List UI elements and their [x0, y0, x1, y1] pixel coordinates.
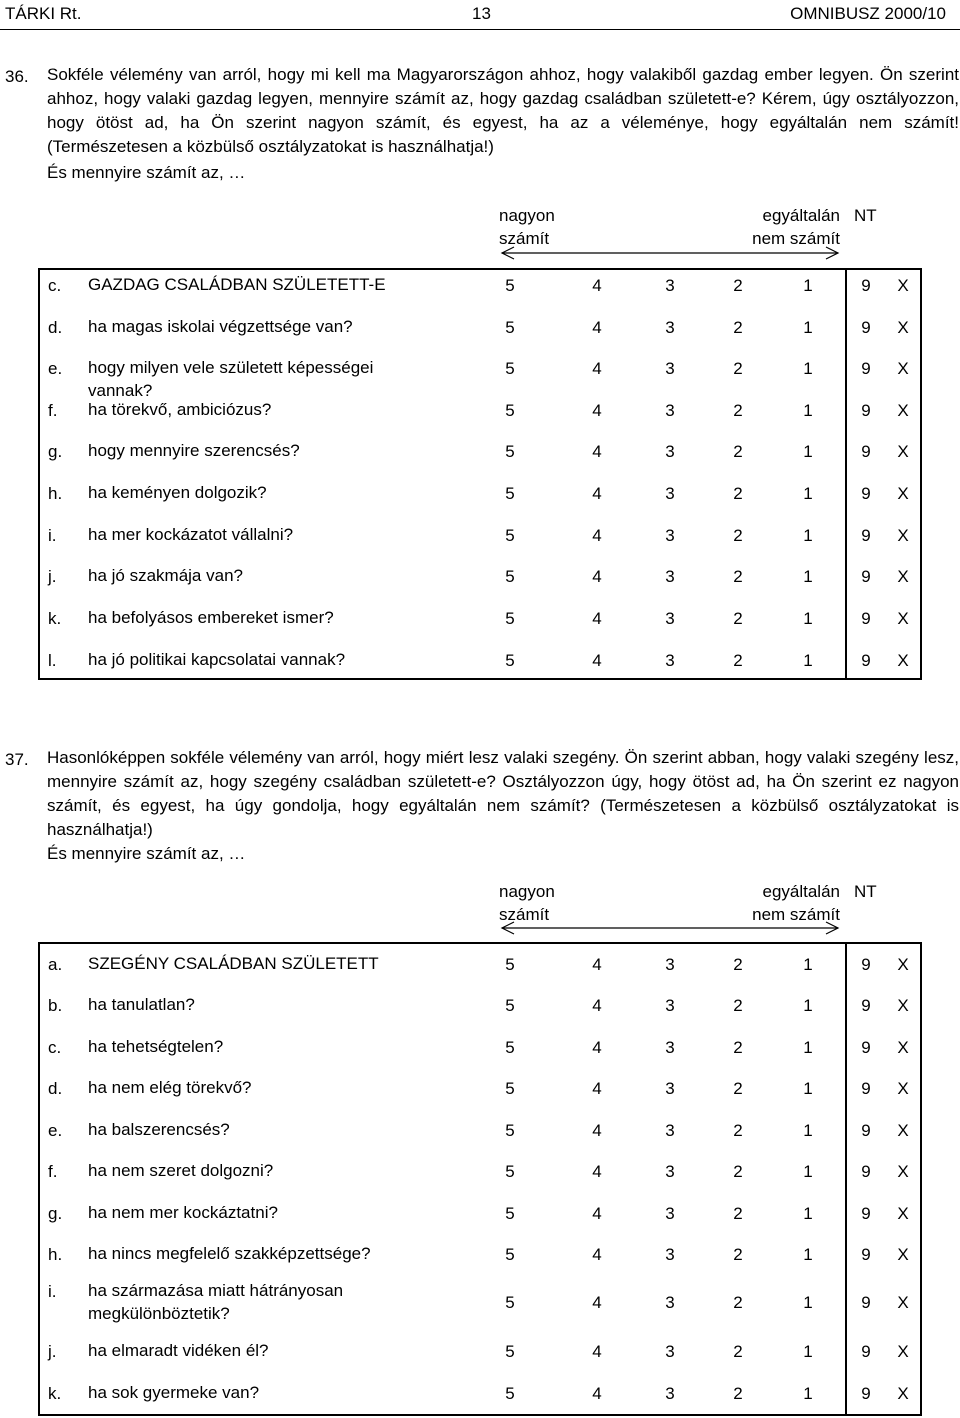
q36-prompt: És mennyire számít az, … — [47, 163, 246, 182]
item-text: ha tanulatlan? — [88, 995, 195, 1014]
item-text: ha jó szakmája van? — [88, 566, 243, 585]
answer-code[interactable]: 5 — [505, 1384, 515, 1403]
item-text: ha származása miatt hátrányosan megkülönböztetik? — [88, 1281, 344, 1323]
answer-code[interactable]: 3 — [665, 359, 675, 378]
q36-scale-nt: NT — [854, 206, 877, 225]
answer-code[interactable]: 1 — [803, 401, 813, 420]
answer-code[interactable]: 3 — [665, 996, 675, 1015]
answer-code[interactable]: 5 — [505, 442, 515, 461]
answer-code[interactable]: 2 — [733, 484, 743, 503]
answer-code[interactable]: 4 — [592, 1384, 602, 1403]
answer-code[interactable]: 2 — [733, 276, 743, 295]
answer-code[interactable]: X — [897, 484, 909, 503]
item-letter: g. — [48, 1204, 63, 1223]
answer-code[interactable]: 4 — [592, 609, 602, 628]
q37-scale-arrow — [500, 921, 840, 935]
q36-number: 36. — [5, 67, 29, 86]
answer-code[interactable]: 4 — [592, 442, 602, 461]
answer-code[interactable]: 3 — [665, 1079, 675, 1098]
answer-code[interactable]: 1 — [803, 567, 813, 586]
answer-code[interactable]: 2 — [733, 526, 743, 545]
answer-code[interactable]: 4 — [592, 955, 602, 974]
answer-code[interactable]: 4 — [592, 359, 602, 378]
answer-code[interactable]: 1 — [803, 1245, 813, 1264]
answer-code[interactable]: 9 — [861, 1293, 871, 1312]
q36-scale-arrow — [500, 246, 840, 260]
answer-code[interactable]: 1 — [803, 526, 813, 545]
answer-code[interactable]: 2 — [733, 318, 743, 337]
item-letter: c. — [48, 1038, 62, 1057]
item-text: ha balszerencsés? — [88, 1120, 230, 1139]
answer-code[interactable]: 2 — [733, 1342, 743, 1361]
q36-text: Sokféle vélemény van arról, hogy mi kell ma Magyarországon ahhoz, hogy valakiből gazdag ember legyen. Ön szerint ahhoz, hogy valaki gazdag legyen, mennyire számít az, hogy gazdag családban született-e? Kérem, úgy osztályozzon, hogy ötöst ad, ha Ön szerint nagyon számít, és egyest, ha az a véleménye, hogy egyáltalán nem számít! (Természetesen a közbülső osztályzatokat is használhatja!) — [47, 65, 959, 156]
item-letter: j. — [48, 567, 57, 586]
item-text: ha nem szeret dolgozni? — [88, 1161, 274, 1180]
answer-code[interactable]: 1 — [803, 609, 813, 628]
answer-code[interactable]: 5 — [505, 318, 515, 337]
answer-code[interactable]: 2 — [733, 442, 743, 461]
q37-text: Hasonlóképpen sokféle vélemény van arról, hogy miért lesz valaki szegény. Ön szerint abban, hogy valaki szegény lesz, mennyire számít az, hogy szegény családban született-e? Osztályozzon úgy, hogy ötöst ad, ha Ön szerint ez nagyon számít, és egyest, ha úgy gondolja, hogy egyáltalán nem számít? (Természetesen a közbülső osztályzatokat is használhatja!) — [47, 748, 959, 839]
answer-code[interactable]: X — [897, 526, 909, 545]
answer-code[interactable]: 2 — [733, 359, 743, 378]
answer-code[interactable]: 3 — [665, 276, 675, 295]
answer-code[interactable]: 5 — [505, 359, 515, 378]
q36-scale-low: egyáltalán nem számít — [752, 206, 840, 248]
answer-code[interactable]: 2 — [733, 996, 743, 1015]
answer-code[interactable]: 3 — [665, 651, 675, 670]
answer-code[interactable]: 1 — [803, 996, 813, 1015]
answer-code[interactable]: 4 — [592, 1245, 602, 1264]
item-letter: h. — [48, 1245, 63, 1264]
answer-code[interactable]: X — [897, 1342, 909, 1361]
answer-code[interactable]: 1 — [803, 484, 813, 503]
answer-code[interactable]: 1 — [803, 276, 813, 295]
answer-code[interactable]: 4 — [592, 651, 602, 670]
answer-code[interactable]: 4 — [592, 526, 602, 545]
item-letter: f. — [48, 1162, 58, 1181]
answer-code[interactable]: 5 — [505, 651, 515, 670]
answer-code[interactable]: 5 — [505, 484, 515, 503]
item-letter: g. — [48, 442, 63, 461]
answer-code[interactable]: X — [897, 359, 909, 378]
answer-code[interactable]: 4 — [592, 484, 602, 503]
item-letter: b. — [48, 996, 63, 1015]
item-letter: a. — [48, 955, 63, 974]
answer-code[interactable]: 9 — [861, 1162, 871, 1181]
answer-code[interactable]: 2 — [733, 567, 743, 586]
answer-code[interactable]: 5 — [505, 1079, 515, 1098]
answer-code[interactable]: 1 — [803, 1079, 813, 1098]
answer-code[interactable]: X — [897, 996, 909, 1015]
answer-code[interactable]: X — [897, 1038, 909, 1057]
q37-scale-high: nagyon számít — [499, 882, 555, 924]
answer-code[interactable]: X — [897, 567, 909, 586]
answer-code[interactable]: 3 — [665, 567, 675, 586]
answer-code[interactable]: 9 — [861, 1204, 871, 1223]
item-letter: l. — [48, 651, 57, 670]
answer-code[interactable]: 9 — [861, 955, 871, 974]
answer-code[interactable]: 1 — [803, 1204, 813, 1223]
answer-code[interactable]: 9 — [861, 1038, 871, 1057]
answer-code[interactable]: 4 — [592, 996, 602, 1015]
item-text: GAZDAG CSALÁDBAN SZÜLETETT-E — [88, 275, 386, 294]
answer-code[interactable]: 9 — [861, 651, 871, 670]
answer-code[interactable]: X — [897, 609, 909, 628]
answer-code[interactable]: 2 — [733, 651, 743, 670]
answer-code[interactable]: 1 — [803, 1293, 813, 1312]
answer-code[interactable]: 1 — [803, 1121, 813, 1140]
item-letter: h. — [48, 484, 63, 503]
answer-code[interactable]: 9 — [861, 318, 871, 337]
answer-code[interactable]: 2 — [733, 955, 743, 974]
answer-code[interactable]: 9 — [861, 526, 871, 545]
answer-code[interactable]: 4 — [592, 1038, 602, 1057]
answer-code[interactable]: X — [897, 1204, 909, 1223]
answer-code[interactable]: 3 — [665, 1293, 675, 1312]
item-text: ha elmaradt vidéken él? — [88, 1341, 269, 1360]
answer-code[interactable]: 5 — [505, 1121, 515, 1140]
item-text: hogy milyen vele született képességei vannak? — [88, 358, 374, 400]
answer-code[interactable]: 3 — [665, 1245, 675, 1264]
answer-code[interactable]: 2 — [733, 1162, 743, 1181]
answer-code[interactable]: 1 — [803, 1038, 813, 1057]
item-text: ha nincs megfelelő szakképzettsége? — [88, 1244, 371, 1263]
answer-code[interactable]: 9 — [861, 484, 871, 503]
answer-code[interactable]: 4 — [592, 1204, 602, 1223]
answer-code[interactable]: 5 — [505, 526, 515, 545]
q37-scale-nt: NT — [854, 882, 877, 901]
answer-code[interactable]: 9 — [861, 567, 871, 586]
item-text: ha jó politikai kapcsolatai vannak? — [88, 650, 346, 669]
answer-code[interactable]: 2 — [733, 1384, 743, 1403]
answer-code[interactable]: 3 — [665, 609, 675, 628]
answer-code[interactable]: 5 — [505, 567, 515, 586]
answer-code[interactable]: 5 — [505, 955, 515, 974]
item-letter: k. — [48, 609, 62, 628]
answer-code[interactable]: 5 — [505, 1204, 515, 1223]
answer-code[interactable]: 9 — [861, 1079, 871, 1098]
item-letter: d. — [48, 318, 63, 337]
answer-code[interactable]: 3 — [665, 401, 675, 420]
answer-code[interactable]: 5 — [505, 401, 515, 420]
answer-code[interactable]: 1 — [803, 651, 813, 670]
answer-code[interactable]: 1 — [803, 1384, 813, 1403]
page-header — [5, 4, 946, 26]
item-letter: j. — [48, 1342, 57, 1361]
page-number: 13 — [472, 4, 491, 23]
item-letter: d. — [48, 1079, 63, 1098]
answer-code[interactable]: 2 — [733, 1079, 743, 1098]
q37-scale-low: egyáltalán nem számít — [752, 882, 840, 924]
answer-code[interactable]: 9 — [861, 1245, 871, 1264]
answer-code[interactable]: X — [897, 1245, 909, 1264]
answer-code[interactable]: 3 — [665, 442, 675, 461]
answer-code[interactable]: 9 — [861, 442, 871, 461]
item-text: hogy mennyire szerencsés? — [88, 441, 300, 460]
answer-code[interactable]: X — [897, 1079, 909, 1098]
q37-prompt: És mennyire számít az, … — [47, 844, 246, 863]
answer-code[interactable]: 4 — [592, 1342, 602, 1361]
item-letter: e. — [48, 359, 63, 378]
answer-code[interactable]: 9 — [861, 996, 871, 1015]
answer-code[interactable]: 9 — [861, 276, 871, 295]
answer-code[interactable]: 1 — [803, 442, 813, 461]
answer-code[interactable]: 4 — [592, 276, 602, 295]
answer-code[interactable]: 3 — [665, 526, 675, 545]
answer-code[interactable]: 2 — [733, 1204, 743, 1223]
item-text: ha keményen dolgozik? — [88, 483, 267, 502]
answer-code[interactable]: 3 — [665, 1038, 675, 1057]
answer-code[interactable]: X — [897, 442, 909, 461]
header-rule — [0, 29, 960, 30]
answer-code[interactable]: 3 — [665, 1342, 675, 1361]
answer-code[interactable]: 1 — [803, 1162, 813, 1181]
answer-code[interactable]: X — [897, 651, 909, 670]
answer-code[interactable]: 3 — [665, 1162, 675, 1181]
answer-code[interactable]: 5 — [505, 276, 515, 295]
answer-code[interactable]: X — [897, 276, 909, 295]
answer-code[interactable]: 9 — [861, 1384, 871, 1403]
answer-code[interactable]: X — [897, 1384, 909, 1403]
answer-code[interactable]: 2 — [733, 1121, 743, 1140]
item-letter: e. — [48, 1121, 63, 1140]
answer-code[interactable]: 5 — [505, 996, 515, 1015]
q36-table-divider — [845, 270, 847, 678]
item-text: ha magas iskolai végzettsége van? — [88, 317, 353, 336]
answer-code[interactable]: 1 — [803, 955, 813, 974]
item-text: SZEGÉNY CSALÁDBAN SZÜLETETT — [88, 954, 379, 973]
item-letter: i. — [48, 1282, 57, 1301]
answer-code[interactable]: 4 — [592, 1162, 602, 1181]
item-letter: k. — [48, 1384, 62, 1403]
answer-code[interactable]: 5 — [505, 1342, 515, 1361]
answer-code[interactable]: 9 — [861, 1342, 871, 1361]
answer-code[interactable]: 2 — [733, 609, 743, 628]
item-text: ha befolyásos embereket ismer? — [88, 608, 334, 627]
answer-code[interactable]: 2 — [733, 1293, 743, 1312]
answer-code[interactable]: 1 — [803, 359, 813, 378]
item-text: ha tehetségtelen? — [88, 1037, 224, 1056]
answer-code[interactable]: 4 — [592, 318, 602, 337]
answer-code[interactable]: 4 — [592, 1079, 602, 1098]
answer-code[interactable]: 3 — [665, 318, 675, 337]
item-letter: c. — [48, 276, 62, 295]
answer-code[interactable]: 3 — [665, 955, 675, 974]
item-text: ha sok gyermeke van? — [88, 1383, 260, 1402]
answer-code[interactable]: 4 — [592, 567, 602, 586]
answer-code[interactable]: X — [897, 318, 909, 337]
answer-code[interactable]: X — [897, 955, 909, 974]
answer-code[interactable]: 9 — [861, 359, 871, 378]
answer-code[interactable]: X — [897, 1293, 909, 1312]
answer-code[interactable]: 4 — [592, 401, 602, 420]
item-text: ha törekvő, ambiciózus? — [88, 400, 272, 419]
answer-code[interactable]: 5 — [505, 1293, 515, 1312]
answer-code[interactable]: 3 — [665, 484, 675, 503]
answer-code[interactable]: 9 — [861, 609, 871, 628]
item-text: ha mer kockázatot vállalni? — [88, 525, 294, 544]
answer-code[interactable]: 9 — [861, 401, 871, 420]
header-org: TÁRKI Rt. — [5, 4, 82, 23]
answer-code[interactable]: 1 — [803, 318, 813, 337]
answer-code[interactable]: 5 — [505, 1162, 515, 1181]
answer-code[interactable]: X — [897, 1162, 909, 1181]
answer-code[interactable]: 3 — [665, 1204, 675, 1223]
item-text: ha nem elég törekvő? — [88, 1078, 252, 1097]
q37-number: 37. — [5, 750, 29, 769]
q36-scale-high: nagyon számít — [499, 206, 555, 248]
item-text: ha nem mer kockáztatni? — [88, 1203, 278, 1222]
answer-code[interactable]: 1 — [803, 1342, 813, 1361]
q37-table-divider — [845, 944, 847, 1414]
answer-code[interactable]: 2 — [733, 1245, 743, 1264]
answer-code[interactable]: 3 — [665, 1384, 675, 1403]
answer-code[interactable]: 4 — [592, 1121, 602, 1140]
answer-code[interactable]: 5 — [505, 609, 515, 628]
answer-code[interactable]: X — [897, 1121, 909, 1140]
answer-code[interactable]: 3 — [665, 1121, 675, 1140]
answer-code[interactable]: X — [897, 401, 909, 420]
answer-code[interactable]: 2 — [733, 401, 743, 420]
answer-code[interactable]: 9 — [861, 1121, 871, 1140]
item-letter: i. — [48, 526, 57, 545]
item-letter: f. — [48, 401, 58, 420]
answer-code[interactable]: 2 — [733, 1038, 743, 1057]
answer-code[interactable]: 4 — [592, 1293, 602, 1312]
answer-code[interactable]: 5 — [505, 1038, 515, 1057]
answer-code[interactable]: 5 — [505, 1245, 515, 1264]
header-survey: OMNIBUSZ 2000/10 — [790, 4, 946, 23]
